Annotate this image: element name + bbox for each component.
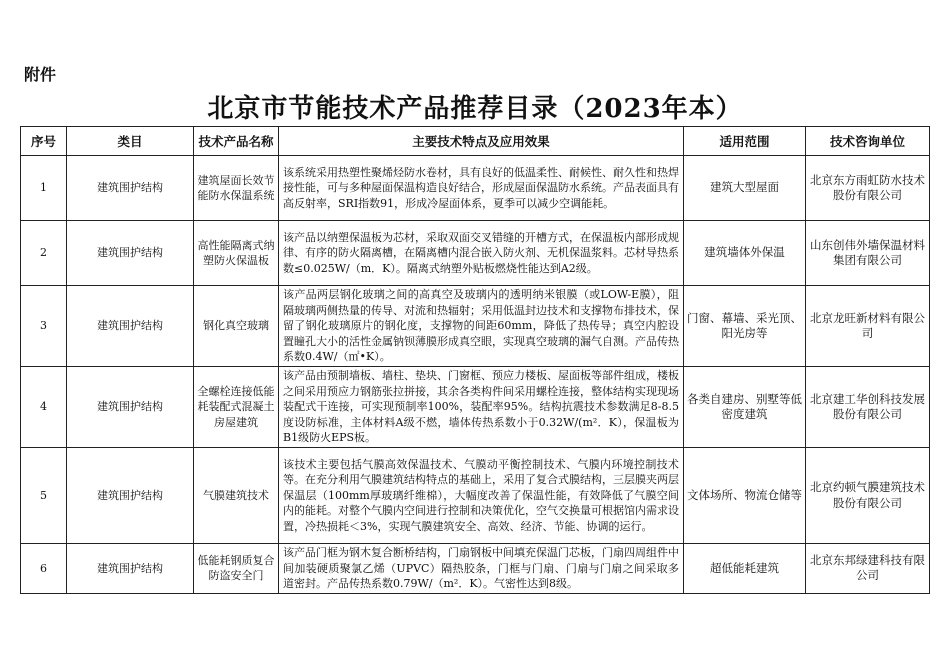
page-title: 北京市节能技术产品推荐目录（2023年本）: [207, 94, 743, 124]
row-features: 该系统采用热塑性聚烯烃防水卷材，具有良好的低温柔性、耐候性、耐久性和热焊接性能，可与多种屋面保温构造良好结合，形成屋面保温防水系统。产品表面具有高反射率，SRI指数91，形成冷屋面体系，夏季可以减少空调能耗。: [279, 156, 684, 221]
row-no: 3: [21, 286, 67, 367]
row-name: 低能耗钢质复合防盗安全门: [194, 544, 279, 594]
header-category: 类目: [67, 127, 194, 156]
row-features: 该技术主要包括气膜高效保温技术、气膜动平衡控制技术、气膜内环境控制技术等。在充分利用气膜建筑结构特点的基础上，采用了复合式膜结构，三层膜夹两层保温层（100mm厚玻璃纤维棉），大幅度改善了保温性能，有效降低了气膜空间内的能耗。对整个气膜内空间进行控制和决策优化，空气交换量可根据馆内需求设置，冷热损耗＜3%，实现气膜建筑安全、高效、经济、节能、协调的运行。: [279, 448, 684, 544]
table-row: [21, 156, 930, 221]
table-row: [21, 221, 930, 286]
row-category: 建筑围护结构: [67, 286, 194, 367]
row-name: 高性能隔离式纳塑防火保温板: [194, 221, 279, 286]
row-scope: 各类自建房、别墅等低密度建筑: [684, 367, 806, 448]
row-category: 建筑围护结构: [67, 544, 194, 594]
row-features: 该产品两层钢化玻璃之间的高真空及玻璃内的透明纳米银膜（或LOW-E膜），阻隔玻璃两侧热量的传导、对流和热辐射；采用低温封边技术和支撑物布排技术，保留了钢化玻璃原片的钢化度，支撑物的间距60mm，降低了热传导；真空内腔设置瞳孔大小的活性金属钠钡薄膜形成真空眼，实现真空玻璃的漏气自测。产品传热系数0.4W/（㎡•K）。: [279, 286, 684, 367]
table-row: [21, 544, 930, 594]
row-scope: 门窗、幕墙、采光顶、阳光房等: [684, 286, 806, 367]
header-scope: 适用范围: [684, 127, 806, 156]
row-no: 6: [21, 544, 67, 594]
row-category: 建筑围护结构: [67, 367, 194, 448]
row-name: 钢化真空玻璃: [194, 286, 279, 367]
row-no: 4: [21, 367, 67, 448]
header-no: 序号: [21, 127, 67, 156]
row-features: 该产品以纳塑保温板为芯材，采取双面交叉错缝的开槽方式，在保温板内部形成规律、有序的防火隔离槽，在隔离槽内混合嵌入防火剂、无机保温浆料。芯材导热系数≤0.025W/（m．K）。隔离式纳塑外贴板燃烧性能达到A2级。: [279, 221, 684, 286]
row-scope: 建筑大型屋面: [684, 156, 806, 221]
row-features: 该产品由预制墙板、墙柱、垫块、门窗框、预应力楼板、屋面板等部件组成，楼板之间采用预应力钢筋张拉拼接，其余各类构件间采用螺栓连接，整体结构实现现场装配式干连接，可实现预制率100%，装配率95%。结构抗震技术参数满足8-8.5度设防标准，主体材料A级不燃，墙体传热系数小于0.32W/(m²．K），保温板为B1级防火EPS板。: [279, 367, 684, 448]
attachment-label: 附件: [24, 65, 57, 84]
row-scope: 建筑墙体外保温: [684, 221, 806, 286]
row-unit: 北京建工华创科技发展股份有限公司: [806, 367, 930, 448]
row-unit: 北京龙旺新材料有限公司: [806, 286, 930, 367]
row-no: 5: [21, 448, 67, 544]
row-unit: 北京约顿气膜建筑技术股份有限公司: [806, 448, 930, 544]
row-category: 建筑围护结构: [67, 156, 194, 221]
header-name: 技术产品名称: [194, 127, 279, 156]
row-unit: 北京东方雨虹防水技术股份有限公司: [806, 156, 930, 221]
header-unit: 技术咨询单位: [806, 127, 930, 156]
row-no: 1: [21, 156, 67, 221]
row-name: 气膜建筑技术: [194, 448, 279, 544]
row-category: 建筑围护结构: [67, 448, 194, 544]
row-unit: 北京东邦绿建科技有限公司: [806, 544, 930, 594]
row-name: 建筑屋面长效节能防水保温系统: [194, 156, 279, 221]
product-table: [20, 126, 930, 594]
table-row: [21, 286, 930, 367]
row-category: 建筑围护结构: [67, 221, 194, 286]
row-no: 2: [21, 221, 67, 286]
row-name: 全螺栓连接低能耗装配式混凝土房屋建筑: [194, 367, 279, 448]
table-row: [21, 367, 930, 448]
row-scope: 超低能耗建筑: [684, 544, 806, 594]
table-row: [21, 448, 930, 544]
row-unit: 山东创伟外墙保温材料集团有限公司: [806, 221, 930, 286]
row-features: 该产品门框为钢木复合断桥结构，门扇钢板中间填充保温门芯板，门扇四周组件中间加装硬质聚氯乙烯（UPVC）隔热胶条，门框与门扇、门扇与门扇之间采取多道密封。产品传热系数0.79W/（m²．K）。气密性达到8级。: [279, 544, 684, 594]
header-features: 主要技术特点及应用效果: [279, 127, 684, 156]
table-header-row: [21, 127, 930, 156]
row-scope: 文体场所、物流仓储等: [684, 448, 806, 544]
